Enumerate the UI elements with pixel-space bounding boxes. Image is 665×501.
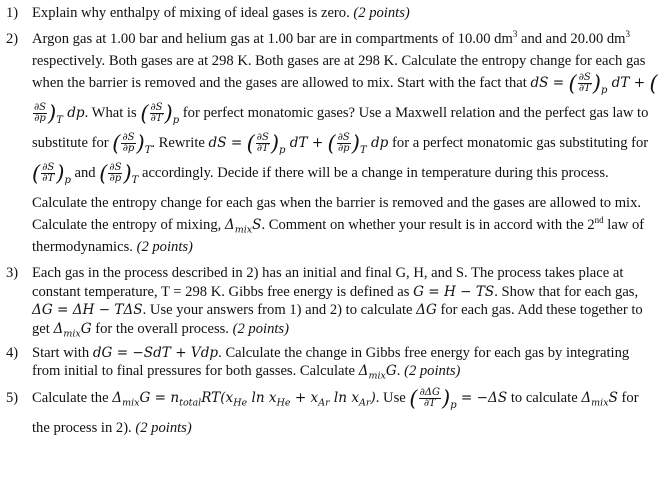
question-number: 2) bbox=[6, 31, 19, 48]
question-text: . bbox=[396, 363, 401, 380]
question-text: for a perfect monatomic gas substituting for bbox=[388, 135, 649, 152]
equation-mix-s: $\Delta_{mix}S$ bbox=[581, 389, 618, 409]
points-label: (2 points) bbox=[404, 363, 461, 380]
question-text: for the process in 2). bbox=[32, 389, 639, 436]
equation-gibbs: G = H − TS bbox=[413, 283, 495, 300]
equation-dg-symbol: ΔG bbox=[416, 302, 437, 319]
equation-mix-g: $\Delta_{mix}G$ bbox=[358, 363, 397, 383]
equation-dsdp-2: ( $\frac{\partial S}{\partial p}$ )$_T$ bbox=[99, 161, 139, 187]
question-text: for each gas. Add these together to get bbox=[32, 302, 643, 337]
question-text: and bbox=[70, 165, 100, 182]
question-text: accordingly. Decide if there will be a change in temperature during this process. Calculate the entropy change for each gas when the barrier is removed and the gases are allowed to mix. Calculate the entropy of mixing, bbox=[32, 165, 642, 234]
superscript: 3 bbox=[625, 29, 631, 40]
question-text: to calculate bbox=[507, 389, 582, 406]
question-text: . Comment on whether your result is in accord with the 2 bbox=[261, 217, 595, 234]
points-label: (2 points) bbox=[136, 239, 193, 256]
equation-ds: dS = ( $\frac{\partial S}{\partial T}$ )$_p$ dT + ( $\frac{\partial S}{\partial p}$ )$_T$ dp bbox=[34, 71, 658, 127]
question-number: 1) bbox=[6, 5, 19, 21]
question-number: 3) bbox=[6, 265, 19, 282]
question-text: law of thermodynamics. bbox=[32, 217, 645, 256]
equation-dg: dG = −SdT + Vdp bbox=[92, 345, 219, 362]
question-3 bbox=[6, 264, 659, 338]
equation-mix-s: $\Delta_{mix}S$ bbox=[224, 217, 262, 237]
equation-ds-rewrite: dS = ( $\frac{\partial S}{\partial T}$ )$_p$ dT + ( $\frac{\partial S}{\partial p}$ )$_T$ dp bbox=[208, 131, 389, 157]
question-text: Explain why enthalpy of mixing of ideal gases is zero. bbox=[32, 5, 350, 21]
question-number: 4) bbox=[6, 345, 19, 362]
question-text: . What is bbox=[84, 105, 141, 122]
question-text: Calculate the bbox=[32, 389, 113, 406]
question-text: for perfect monatomic gases? Use a Maxwell relation and the perfect gas law to substitute for bbox=[32, 105, 649, 152]
superscript: 3 bbox=[512, 29, 518, 40]
question-1 bbox=[6, 4, 659, 22]
points-label: (2 points) bbox=[135, 419, 192, 436]
points-label: (2 points) bbox=[353, 5, 410, 21]
equation-mix-g-formula: $\Delta_{mix}G = n_{total}RT(x_{He}$ $\ln x_{He} + x_{Ar}$ $\ln x_{Ar}$) bbox=[112, 389, 376, 409]
question-5 bbox=[6, 387, 659, 439]
question-text: Start with bbox=[32, 345, 93, 362]
question-text: and and 20.00 dm bbox=[517, 31, 626, 48]
equation-ddg-dt: ( $\frac{\partial\Delta G}{\partial T}$ )$_p = -\Delta S$ bbox=[409, 386, 508, 411]
question-text: Each gas in the process described in 2) has an initial and final G, H, and S. The process takes place at constant temperature, T = 298 K. Gibbs free energy is defined as bbox=[32, 265, 624, 300]
question-4 bbox=[6, 344, 659, 381]
superscript: nd bbox=[594, 215, 604, 226]
question-text: . Use your answers from 1) and 2) to calculate bbox=[142, 302, 417, 319]
points-label: (2 points) bbox=[232, 320, 289, 337]
question-2 bbox=[6, 28, 659, 258]
question-number: 5) bbox=[6, 389, 19, 406]
equation-delta-g: ΔG = ΔH − TΔS bbox=[32, 302, 143, 319]
question-text: for the overall process. bbox=[91, 320, 229, 337]
equation-dsdt: ( $\frac{\partial S}{\partial T}$ )$_p$ bbox=[140, 101, 180, 127]
equation-dsdt-2: ( $\frac{\partial S}{\partial T}$ )$_p$ bbox=[32, 161, 71, 187]
question-text: Argon gas at 1.00 bar and helium gas at 1.00 bar are in compartments of 10.00 dm bbox=[32, 31, 513, 48]
question-text: . Calculate the change in Gibbs free energy for each gas by integrating from initial to final pressures for both gasses. Calculate bbox=[32, 345, 630, 380]
equation-mix-g: $\Delta_{mix}G$ bbox=[53, 320, 92, 340]
question-text: . Show that for each gas, bbox=[494, 283, 639, 300]
question-text: . Use bbox=[375, 389, 410, 406]
question-text: . Rewrite bbox=[151, 135, 209, 152]
equation-dsdp: ( $\frac{\partial S}{\partial p}$ )$_T$ bbox=[112, 131, 152, 157]
question-text: respectively. Both gases are at 298 K. Both gases are at 298 K. Calculate the entropy change for each gas when the barrier is removed and the gases are allowed to mix. Start with the fact that bbox=[32, 53, 646, 92]
